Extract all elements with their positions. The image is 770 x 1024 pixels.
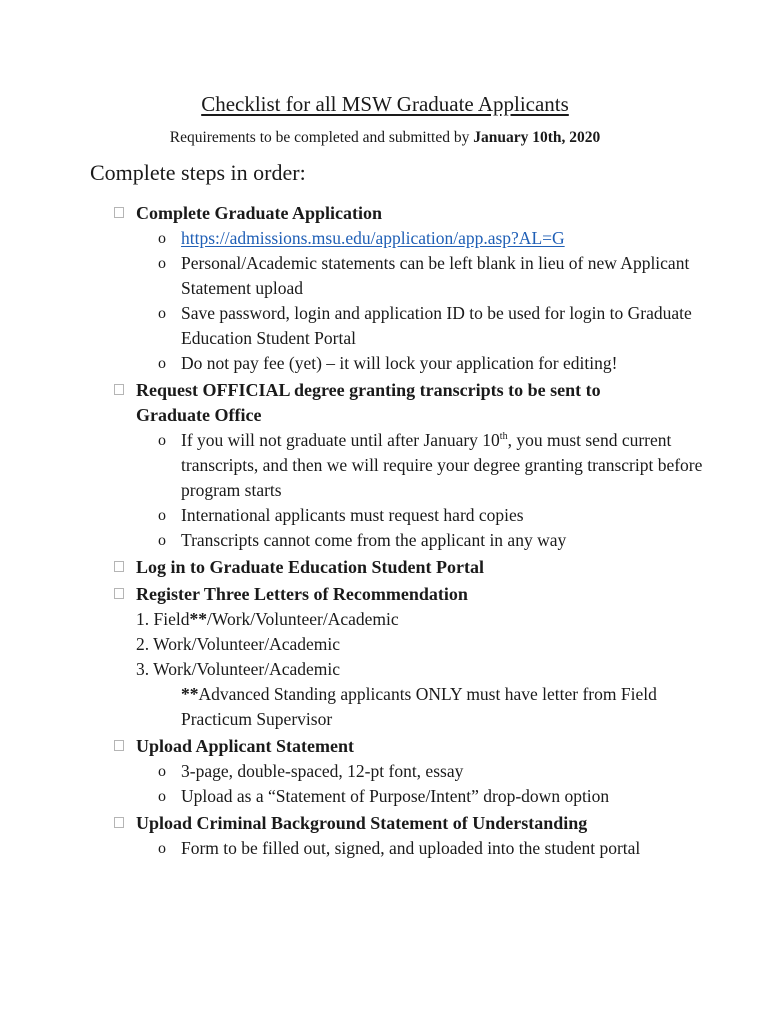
page-title: Checklist for all MSW Graduate Applicants [201,92,569,116]
item-title [136,378,710,428]
deadline-subtitle [0,129,770,147]
checklist-item-background [110,811,710,861]
steps-heading: Complete steps in order: [90,160,306,185]
item-title-line: Request OFFICIAL degree granting transcripts to be sent to [136,380,601,400]
bullet-icon: o [158,255,166,272]
bullet-text-pre: If you will not graduate until after January 10 [181,430,500,450]
list-item [136,428,710,503]
item-title: Complete Graduate Application [136,203,382,223]
bullet-text: Do not pay fee (yet) – it will lock your application for editing! [181,353,618,373]
list-item [136,607,710,632]
checkbox-icon[interactable] [114,588,124,599]
bullet-icon: o [158,788,166,805]
checkbox-icon[interactable] [114,817,124,828]
bullet-icon: o [158,305,166,322]
note-text: Advanced Standing applicants ONLY must have letter from Field Practicum Supervisor [181,684,657,729]
checklist [110,201,710,861]
item-title: Upload Applicant Statement [136,736,355,756]
superscript: th [499,431,508,443]
bullet-icon: o [158,532,166,549]
bullet-icon: o [158,432,166,449]
checkbox-icon[interactable] [114,740,124,751]
deadline-date: January 10th, 2020 [473,129,601,146]
list-item [136,836,710,861]
list-item [136,784,710,809]
item-title: Log in to Graduate Education Student Portal [136,557,485,577]
list-item [136,251,710,301]
bullet-text: 3-page, double-spaced, 12-pt font, essay [181,761,464,781]
checklist-item-application [110,201,710,376]
list-item: 3. Work/Volunteer/Academic [136,659,341,679]
list-item [136,528,710,553]
list-item: 2. Work/Volunteer/Academic [136,634,341,654]
checkbox-icon[interactable] [114,384,124,395]
item-title-line: Graduate Office [136,405,262,425]
checklist-item-transcripts [110,378,710,553]
application-link[interactable]: https://admissions.msu.edu/application/app.asp?AL=G [181,228,565,248]
item-title: Register Three Letters of Recommendation [136,584,468,604]
item-title: Upload Criminal Background Statement of Understanding [136,813,588,833]
bullet-text: International applicants must request hard copies [181,505,524,525]
list-item [136,351,710,376]
bullet-icon: o [158,840,166,857]
bullet-text: Save password, login and application ID to be used for login to Graduate Education Student Portal [181,303,692,348]
subtitle-prefix: Requirements to be completed and submitted by [169,129,474,146]
checklist-item-portal-login [110,555,710,580]
list-item [136,301,710,351]
bullet-text-post: , you must send current transcripts, and then we will require your degree granting transcript before program starts [181,430,703,500]
list-item [136,759,710,784]
bullet-text: Transcripts cannot come from the applicant in any way [181,530,567,550]
bullet-text: Personal/Academic statements can be left blank in lieu of new Applicant Statement upload [181,253,690,298]
rec-text: /Work/Volunteer/Academic [206,609,399,629]
bullet-icon: o [158,355,166,372]
checkbox-icon[interactable] [114,207,124,218]
checklist-item-statement [110,734,710,809]
rec-text: 1. Field [136,609,190,629]
checklist-item-recommendations [110,582,710,732]
bullet-text: Upload as a “Statement of Purpose/Intent” drop-down option [181,786,610,806]
rec-stars: ** [189,609,207,629]
bullet-icon: o [158,507,166,524]
list-item [136,226,710,251]
rec-note [136,682,710,732]
bullet-icon: o [158,230,166,247]
bullet-text: Form to be filled out, signed, and uploaded into the student portal [181,838,641,858]
checkbox-icon[interactable] [114,561,124,572]
list-item [136,503,710,528]
note-stars: ** [181,684,199,704]
bullet-icon: o [158,763,166,780]
